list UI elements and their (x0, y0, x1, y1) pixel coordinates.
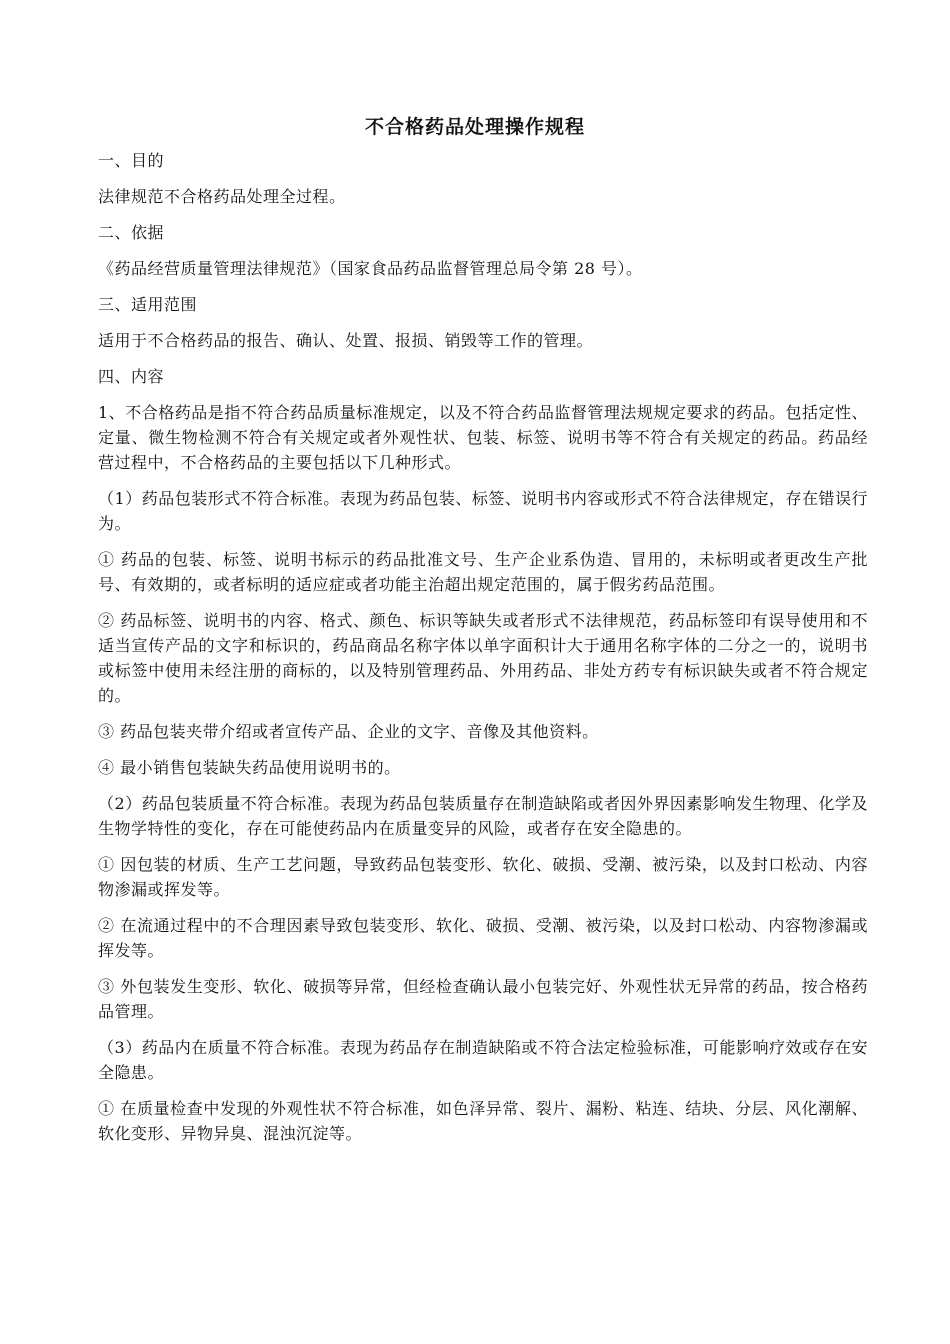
paragraph-item: ③ 外包装发生变形、软化、破损等异常，但经检查确认最小包装完好、外观性状无异常的药品，按合格药品管理。 (98, 977, 868, 1021)
section-heading-scope: 三、适用范围 (98, 295, 198, 314)
section-text-scope: 适用于不合格药品的报告、确认、处置、报损、销毁等工作的管理。 (98, 331, 594, 350)
paragraph-item: ① 在质量检查中发现的外观性状不符合标准，如色泽异常、裂片、漏粉、粘连、结块、分层、风化潮解、软化变形、异物异臭、混浊沉淀等。 (98, 1099, 868, 1143)
section-heading-basis: 二、依据 (98, 223, 165, 242)
paragraph-item: ② 药品标签、说明书的内容、格式、颜色、标识等缺失或者形式不法律规范，药品标签印有误导使用和不适当宣传产品的文字和标识的，药品商品名称字体以单字面积计大于通用名称字体的二分之一的，说明书或标签中使用未经注册的商标的，以及特别管理药品、外用药品、非处方药专有标识缺失或者不符合规定的。 (98, 611, 868, 705)
section-heading-purpose: 一、目的 (98, 151, 165, 170)
paragraph-item: ④ 最小销售包装缺失药品使用说明书的。 (98, 758, 401, 777)
section-heading-content: 四、内容 (98, 367, 165, 386)
paragraph-item: ① 药品的包装、标签、说明书标示的药品批准文号、生产企业系伪造、冒用的，未标明或者更改生产批号、有效期的，或者标明的适应症或者功能主治超出规定范围的，属于假劣药品范围。 (98, 550, 868, 594)
paragraph-item: ③ 药品包装夹带介绍或者宣传产品、企业的文字、音像及其他资料。 (98, 722, 599, 741)
paragraph-definition: 1、不合格药品是指不符合药品质量标准规定，以及不符合药品监督管理法规规定要求的药品。包括定性、定量、微生物检测不符合有关规定或者外观性状、包装、标签、说明书等不符合有关规定的药品。药品经营过程中，不合格药品的主要包括以下几种形式。 (98, 403, 868, 472)
paragraph-item: ② 在流通过程中的不合理因素导致包装变形、软化、破损、受潮、被污染，以及封口松动、内容物渗漏或挥发等。 (98, 916, 868, 960)
paragraph-intrinsic-quality: （3）药品内在质量不符合标准。表现为药品存在制造缺陷或不符合法定检验标准，可能影响疗效或存在安全隐患。 (98, 1038, 868, 1082)
paragraph-packaging-quality: （2）药品包装质量不符合标准。表现为药品包装质量存在制造缺陷或者因外界因素影响发生物理、化学及生物学特性的变化，存在可能使药品内在质量变异的风险，或者存在安全隐患的。 (98, 794, 868, 838)
paragraph-item: ① 因包装的材质、生产工艺问题，导致药品包装变形、软化、破损、受潮、被污染，以及封口松动、内容物渗漏或挥发等。 (98, 855, 868, 899)
document-title: 不合格药品处理操作规程 (364, 116, 585, 138)
document-body (98, 148, 868, 1157)
section-text-purpose: 法律规范不合格药品处理全过程。 (98, 187, 346, 206)
section-text-basis: 《药品经营质量管理法律规范》（国家食品药品监督管理总局令第 28 号）。 (98, 259, 643, 278)
paragraph-packaging-form: （1）药品包装形式不符合标准。表现为药品包装、标签、说明书内容或形式不符合法律规定，存在错误行为。 (98, 489, 868, 533)
